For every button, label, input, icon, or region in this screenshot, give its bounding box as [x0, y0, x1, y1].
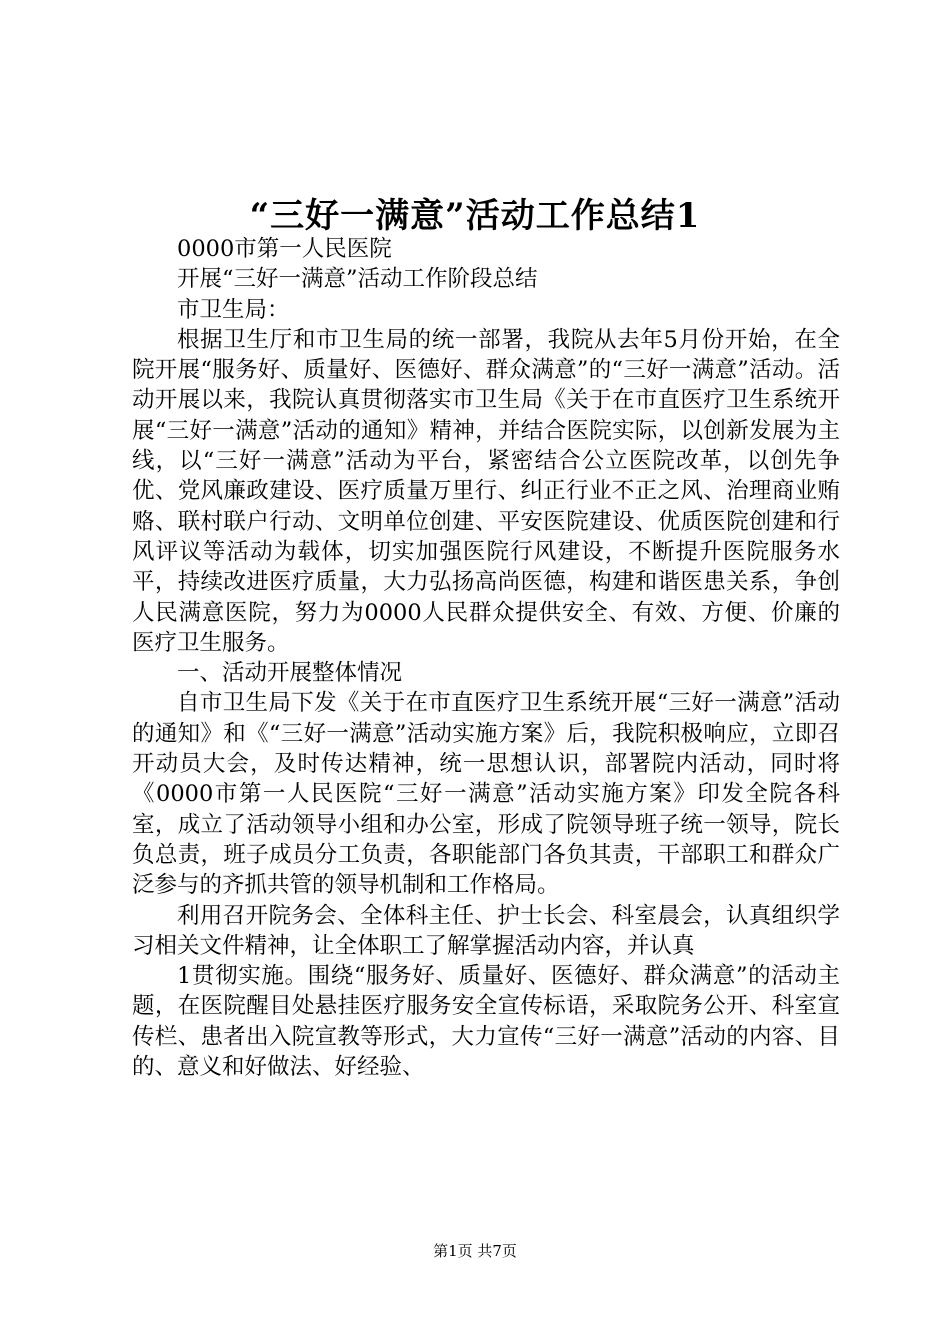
paragraph-hospital-name: 0000市第一人民医院: [177, 236, 392, 262]
paragraph-subtitle: 开展“三好一满意”活动工作阶段总结: [177, 266, 538, 293]
paragraph-study: 利用召开院务会、全体科主任、护士长会、科室晨会，认真组织学习相关文件精神，让全体职工了解掌握活动内容，并认真: [132, 902, 840, 959]
section-heading-1: 一、活动开展整体情况: [177, 660, 403, 687]
paragraph-section-1: 自市卫生局下发《关于在市直医疗卫生系统开展“三好一满意”活动的通知》和《“三好一满意”活动实施方案》后，我院积极响应，立即召开动员大会，及时传达精神，统一思想认识，部署院内活动，同时将《0000市第一人民医院“三好一满意”活动实施方案》印发全院各科室，成立了活动领导小组和办公室，形成了院领导班子统一领导，院长负总责，班子成员分工负责，各职能部门各负其责，干部职工和群众广泛参与的齐抓共管的领导机制和工作格局。: [132, 690, 840, 899]
paragraph-intro: 根据卫生厅和市卫生局的统一部署，我院从去年5月份开始，在全院开展“服务好、质量好、医德好、群众满意”的“三好一满意”活动。活动开展以来，我院认真贯彻落实市卫生局《关于在市直医疗卫生系统开展“三好一满意”活动的通知》精神，并结合医院实际，以创新发展为主线，以“三好一满意”活动为平台，紧密结合公立医院改革，以创先争优、党风廉政建设、医疗质量万里行、纠正行业不正之风、治理商业贿赂、联村联户行动、文明单位创建、平安医院建设、优质医院创建和行风评议等活动为载体，切实加强医院行风建设，不断提升医院服务水平，持续改进医疗质量，大力弘扬高尚医德，构建和谐医患关系，争创人民满意医院，努力为0000人民群众提供安全、有效、方便、价廉的医疗卫生服务。: [132, 326, 840, 656]
document-title: “三好一满意”活动工作总结1: [249, 196, 701, 236]
paragraph-implementation: 1贯彻实施。围绕“服务好、质量好、医德好、群众满意”的活动主题，在医院醒目处悬挂医疗服务安全宣传标语，采取院务公开、科室宣传栏、患者出入院宣教等形式，大力宣传“三好一满意”活动的内容、目的、意义和好做法、好经验、: [132, 963, 840, 1081]
page-footer: 第1页 共7页: [433, 1242, 517, 1260]
document-body: [132, 234, 840, 1082]
paragraph-addressee: 市卫生局：: [177, 296, 290, 323]
